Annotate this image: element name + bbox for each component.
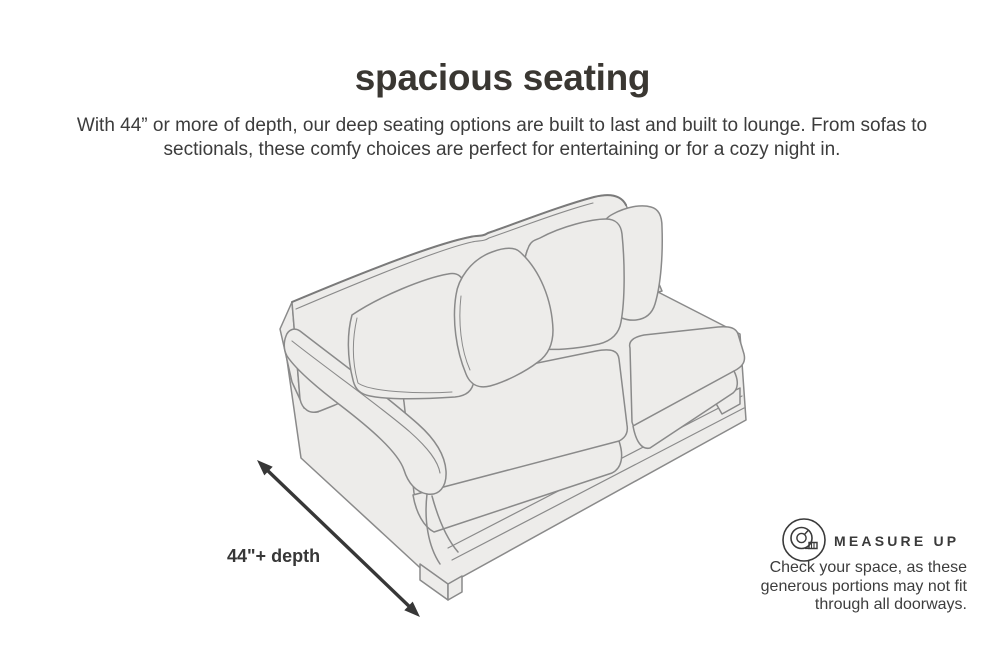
sofa-drawing <box>280 195 746 600</box>
measure-up-note: Check your space, as these generous portions may not fit through all doorways. <box>760 559 967 613</box>
page-title: spacious seating <box>354 57 651 98</box>
measure-up-heading: MEASURE UP <box>834 533 960 549</box>
page-description: With 44” or more of depth, our deep seating options are built to last and built to lounge. From sofas to sectionals, these comfy choices are perfect for entertaining or for a cozy night in. <box>76 115 928 160</box>
tape-measure-icon <box>781 517 827 563</box>
measure-up-badge <box>781 517 1005 563</box>
dimension-label: 44"+ depth <box>227 546 321 566</box>
